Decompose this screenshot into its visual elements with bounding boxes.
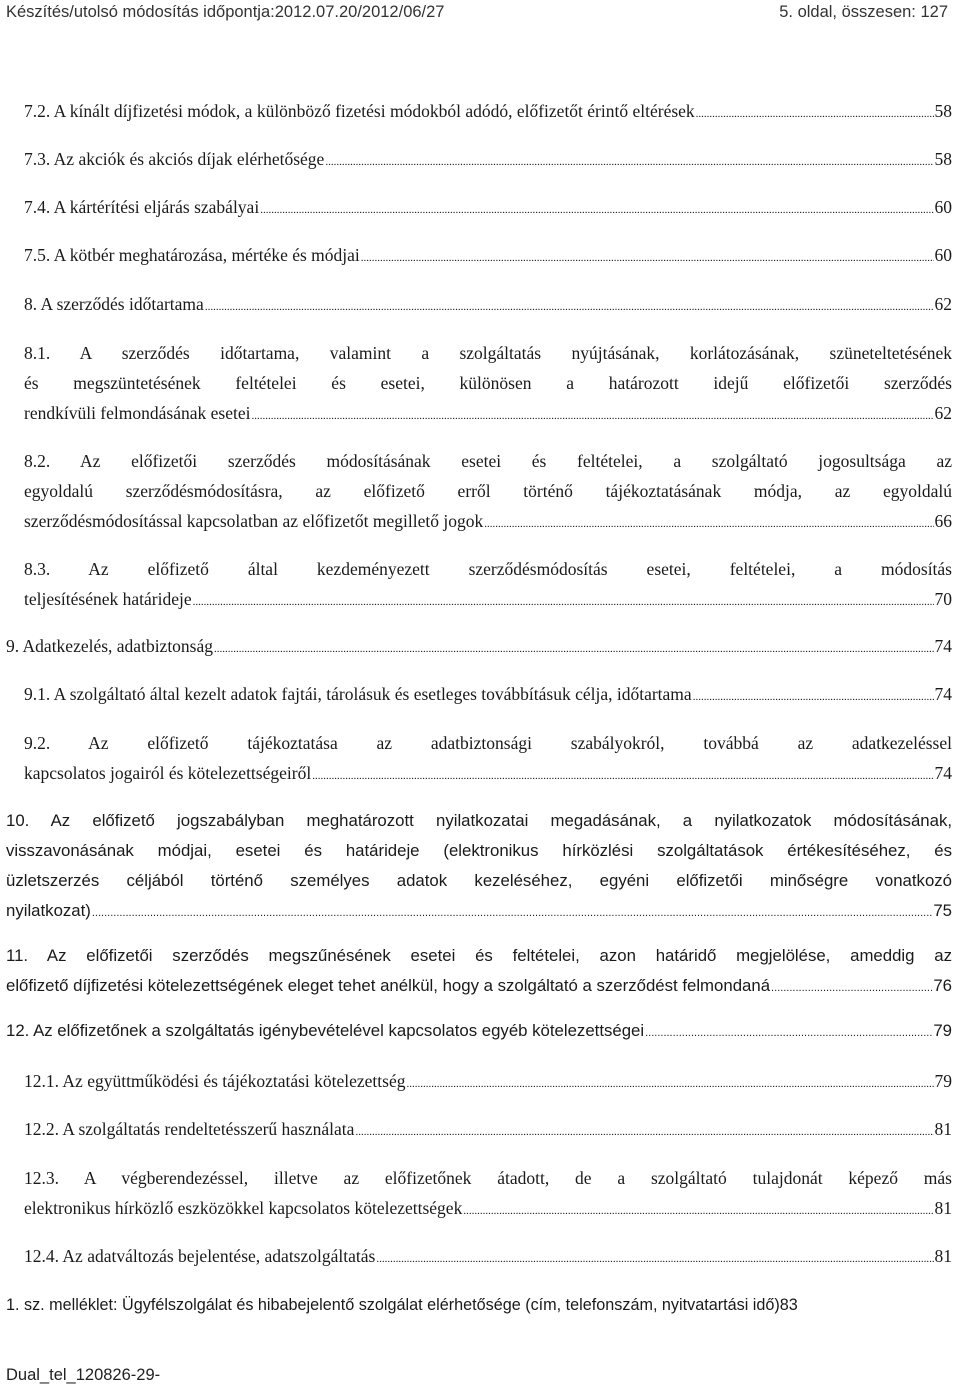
toc-entry[interactable] <box>24 446 952 539</box>
toc-entry-title: nyilatkozat) <box>6 901 91 920</box>
toc-page-number: 74 <box>934 636 952 656</box>
toc-leader-dots <box>325 147 933 177</box>
toc-entry[interactable] <box>24 338 952 431</box>
toc-entry-title: 1. sz. melléklet: Ügyfélszolgálat és hibabejelentő szolgálat elérhetősége (cím, telefonszám, nyitvatartási idő) <box>6 1296 780 1314</box>
toc-leader-dots <box>693 682 934 712</box>
toc-page-number: 81 <box>934 1246 952 1266</box>
toc-page-number: 66 <box>934 511 952 531</box>
toc-entry-title: 7.3. Az akciók és akciós díjak elérhetősége <box>24 149 325 169</box>
toc-entry[interactable] <box>6 1016 952 1048</box>
toc-leader-dots <box>355 1117 933 1147</box>
toc-leader-dots <box>214 634 933 664</box>
toc-entry[interactable] <box>24 289 952 322</box>
toc-entry-title: rendkívüli felmondásának esetei <box>24 403 251 423</box>
toc-entry-line: 8.3. Az előfizető által kezdeményezett szerződésmódosítás esetei, feltételei, a módosítás <box>24 559 952 579</box>
toc-leader-dots <box>484 509 933 539</box>
toc-entry[interactable] <box>24 192 952 225</box>
toc-entry[interactable] <box>24 1241 952 1274</box>
toc-entry-title: 12.2. A szolgáltatás rendeltetésszerű használata <box>24 1119 355 1139</box>
toc-entry-title: 8. A szerződés időtartama <box>24 294 204 314</box>
toc-entry-title: kapcsolatos jogairól és kötelezettségeiről <box>24 763 312 783</box>
toc-leader-dots <box>376 1244 933 1274</box>
toc-leader-dots <box>463 1196 933 1226</box>
page-header <box>0 0 960 30</box>
toc-page-number: 74 <box>934 763 952 783</box>
toc-entry[interactable] <box>24 240 952 273</box>
toc-page-number: 81 <box>934 1198 952 1218</box>
toc-entry[interactable] <box>24 728 952 791</box>
toc-entry[interactable] <box>24 554 952 617</box>
toc-leader-dots <box>193 587 934 617</box>
toc-entry[interactable] <box>24 679 952 712</box>
toc-entry[interactable] <box>6 941 952 1003</box>
toc-entry-title: 12.1. Az együttműködési és tájékoztatási kötelezettség <box>24 1071 406 1091</box>
toc-page-number: 62 <box>934 403 952 423</box>
toc-entry-line: 8.1. A szerződés időtartama, valamint a szolgáltatás nyújtásának, korlátozásának, szüneteltetésének <box>24 343 952 363</box>
toc-entry-title: előfizető díjfizetési kötelezettségének eleget tehet anélkül, hogy a szolgáltató a szerződést felmondaná <box>6 976 771 995</box>
page-footer: Dual_tel_120826-29- <box>6 1366 161 1384</box>
toc-leader-dots <box>205 292 934 322</box>
toc-entry-line: 9.2. Az előfizető tájékoztatása az adatbiztonsági szabályokról, továbbá az adatkezeléssel <box>24 733 952 753</box>
toc-entry-line: üzletszerzés céljából történő személyes adatok kezeléséhez, egyéni előfizetői minőségre vonatkozó <box>6 871 952 890</box>
toc-entry[interactable] <box>6 806 952 928</box>
toc-entry-title: 9.1. A szolgáltató által kezelt adatok fajtái, tárolásuk és esetleges továbbításuk célja, időtartama <box>24 684 692 704</box>
toc-entry[interactable] <box>6 631 952 664</box>
toc-page-number: 60 <box>934 197 952 217</box>
toc-leader-dots <box>771 973 932 1003</box>
toc-entry-title: szerződésmódosítással kapcsolatban az előfizetőt megillető jogok <box>24 511 484 531</box>
header-timestamp: Készítés/utolsó módosítás időpontja:2012.07.20/2012/06/27 <box>6 3 445 21</box>
toc-entry-title: 7.2. A kínált díjfizetési módok, a különböző fizetési módokból adódó, előfizetőt érintő eltérések <box>24 101 695 121</box>
toc-entry[interactable] <box>24 1114 952 1147</box>
toc-entry[interactable] <box>24 1066 952 1099</box>
header-page-count: 5. oldal, összesen: 127 <box>779 3 948 21</box>
toc-entry-line: és megszüntetésének feltételei és esetei, különösen a határozott idejű előfizetői szerződés <box>24 373 952 393</box>
toc-leader-dots <box>92 898 932 928</box>
toc-entry-line: 12.3. A végberendezéssel, illetve az előfizetőnek átadott, de a szolgáltató tulajdonát képező más <box>24 1168 952 1188</box>
toc-entry[interactable] <box>24 96 952 129</box>
toc-entry-title: 12.4. Az adatváltozás bejelentése, adatszolgáltatás <box>24 1246 376 1266</box>
toc-page-number: 58 <box>934 101 952 121</box>
toc-entry-title: teljesítésének határideje <box>24 589 192 609</box>
toc-page-number: 70 <box>934 589 952 609</box>
toc-leader-dots <box>312 761 933 791</box>
toc-entry-line: 8.2. Az előfizetői szerződés módosításának esetei és feltételei, a szolgáltató jogosultsága az <box>24 451 952 471</box>
toc-page-number: 81 <box>934 1119 952 1139</box>
toc-page-number: 79 <box>933 1021 952 1040</box>
toc-leader-dots <box>407 1069 934 1099</box>
toc-page-number: 75 <box>933 901 952 920</box>
toc-leader-dots <box>696 99 934 129</box>
toc-entry-title: 12. Az előfizetőnek a szolgáltatás igénybevételével kapcsolatos egyéb kötelezettségei <box>6 1021 645 1040</box>
toc-leader-dots <box>645 1018 932 1048</box>
toc-page-number: 60 <box>934 245 952 265</box>
toc-entry-title: 7.5. A kötbér meghatározása, mértéke és módjai <box>24 245 360 265</box>
toc-leader-dots <box>251 401 933 431</box>
toc-page-number: 58 <box>934 149 952 169</box>
toc-page-number: 83 <box>779 1296 798 1314</box>
toc-page-number: 76 <box>933 976 952 995</box>
toc-entry-line: egyoldalú szerződésmódosításra, az előfizető erről történő tájékoztatásának módja, az egyoldalú <box>24 481 952 501</box>
toc-entry-line: 10. Az előfizető jogszabályban meghatározott nyilatkozatai megadásának, a nyilatkozatok módosításának, <box>6 811 952 830</box>
toc-entry[interactable] <box>24 1163 952 1226</box>
toc-entry-line: 11. Az előfizetői szerződés megszűnésének esetei és feltételei, azon határidő megjelölése, ameddig az <box>6 946 952 965</box>
toc-leader-dots <box>361 243 934 273</box>
toc-entry[interactable] <box>6 1290 956 1320</box>
toc-leader-dots <box>260 195 933 225</box>
toc-entry[interactable] <box>24 144 952 177</box>
toc-entry-title: 9. Adatkezelés, adatbiztonság <box>6 636 214 656</box>
toc-entry-title: elektronikus hírközlő eszközökkel kapcsolatos kötelezettségek <box>24 1198 463 1218</box>
toc-page-number: 74 <box>934 684 952 704</box>
toc-entry-line: visszavonásának módjai, esetei és határideje (elektronikus hírközlési szolgáltatások értékesítéséhez, és <box>6 841 952 860</box>
toc-page-number: 79 <box>934 1071 952 1091</box>
toc-page-number: 62 <box>934 294 952 314</box>
toc-entry-title: 7.4. A kártérítési eljárás szabályai <box>24 197 260 217</box>
